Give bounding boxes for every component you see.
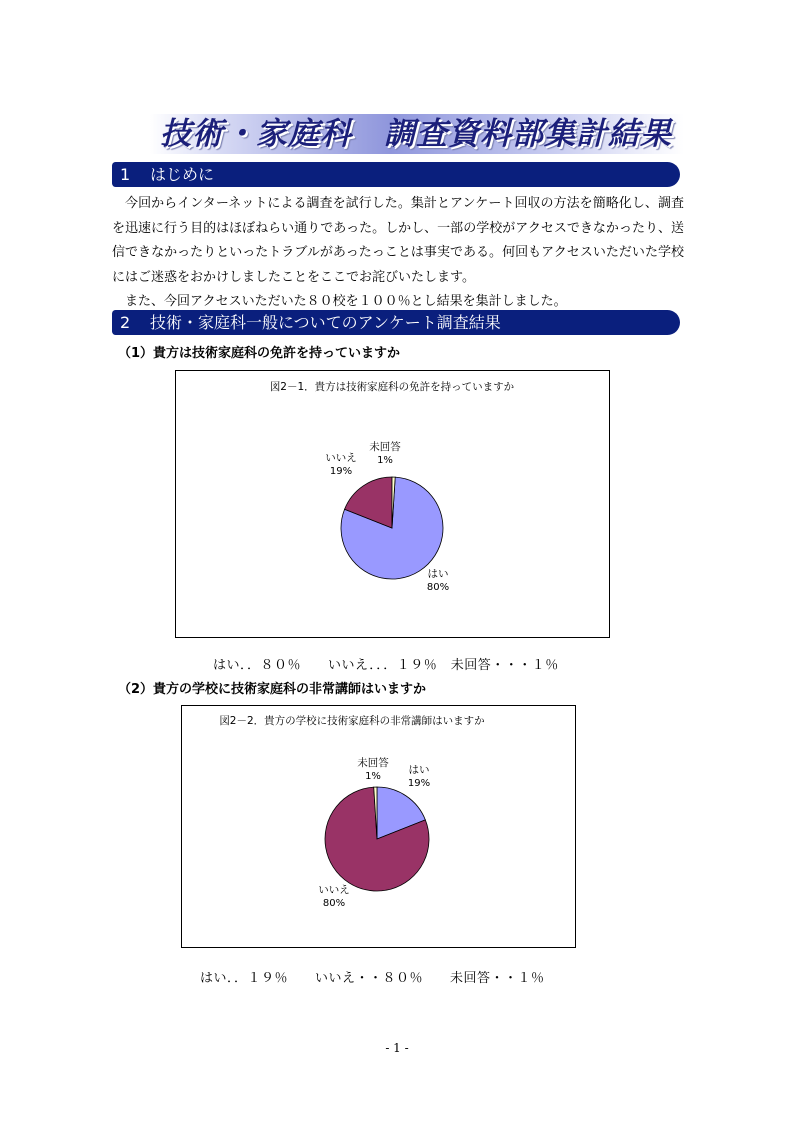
chart-2-frame: [181, 705, 576, 948]
chart-1-frame: [175, 370, 610, 638]
chart-1-value-2: 19%: [329, 466, 353, 477]
question-2-label: （2）貴方の学校に技術家庭科の非常講師はいますか: [118, 682, 427, 697]
chart-1-title: 図2－1．貴方は技術家庭科の免許を持っていますか: [269, 381, 515, 393]
chart-2-value-3: 1%: [365, 771, 381, 782]
question-2-summary: はい．．１９％ いいえ・・８０％ 未回答・・１％: [200, 971, 545, 986]
chart-1-value-3: 1%: [377, 455, 393, 466]
page-number: - 1 -: [385, 1041, 409, 1055]
aggregation-paragraph: また、今回アクセスいただいた８０校を１００％とし結果を集計しました。: [112, 294, 567, 309]
pie-chart-1: [176, 371, 609, 637]
question-1-summary: はい．．８０％ いいえ．．．１９％ 未回答・・・１％: [213, 658, 559, 673]
intro-paragraph: 今回からインターネットによる調査を試行した。集計とアンケート回収の方法を簡略化し、調査を迅速に行う目的はほぼねらい通りであった。しかし、一部の学校がアクセスできなかったり、送信できなかったりといったトラブルがあったっことは事実である。何回もアクセスいただいた学校にはご迷惑をおかけしましたことをここでお詫びいたします。: [112, 196, 684, 285]
chart-2-slices: [325, 787, 429, 891]
question-1-label: （1）貴方は技術家庭科の免許を持っていますか: [118, 346, 401, 361]
chart-1-label-1: はい: [427, 568, 449, 580]
chart-1-label-3: 未回答: [369, 441, 401, 453]
chart-2-value-2: 80%: [322, 898, 346, 909]
section-2-number: 2: [120, 313, 131, 332]
page-title: 技術・家庭科 調査資料部集計結果: [160, 116, 672, 152]
chart-2-title: 図2－2．貴方の学校に技術家庭科の非常講師はいますか: [219, 715, 485, 727]
chart-2-label-3: 未回答: [357, 757, 389, 769]
chart-2-value-1: 19%: [407, 778, 431, 789]
chart-2-label-2: いいえ: [318, 884, 350, 896]
section-1-heading-bar: [112, 162, 680, 187]
chart-1-slices: [341, 477, 443, 579]
section-1-body: [112, 192, 684, 315]
section-2-heading-bar: [112, 310, 680, 335]
chart-1-label-2: いいえ: [325, 452, 357, 464]
section-1-number: 1: [120, 165, 131, 184]
chart-1-value-1: 80%: [426, 582, 450, 593]
pie-chart-2: [182, 706, 575, 947]
section-2-heading: 技術・家庭科一般についてのアンケート調査結果: [150, 313, 501, 332]
chart-2-label-1: はい: [408, 764, 430, 776]
section-1-heading: はじめに: [150, 165, 215, 184]
